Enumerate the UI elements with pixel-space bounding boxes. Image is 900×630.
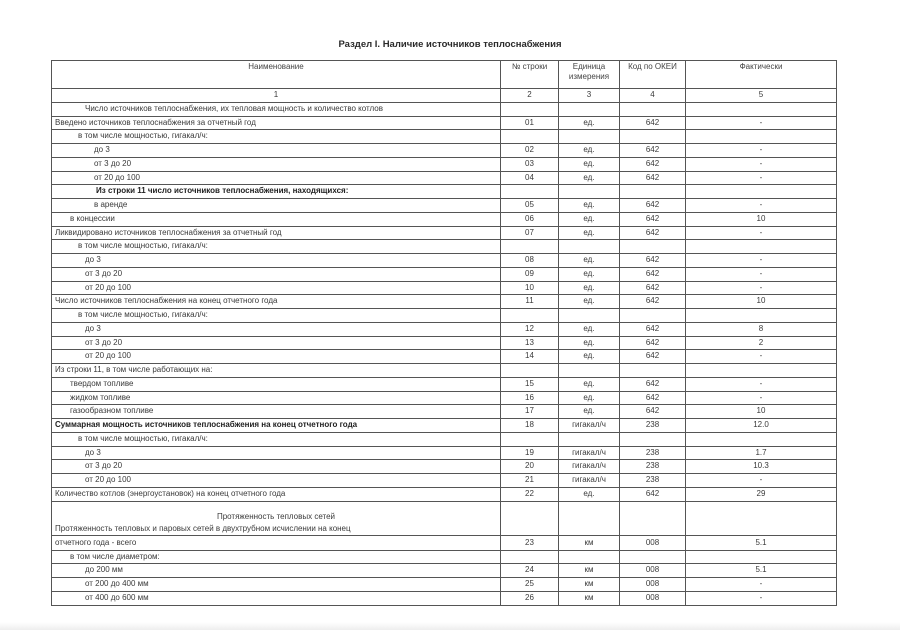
table-row bbox=[52, 199, 837, 213]
row-name: от 3 до 20 bbox=[52, 460, 501, 474]
scan-edge bbox=[0, 622, 900, 630]
row-name: от 200 до 400 мм bbox=[52, 578, 501, 592]
table-row bbox=[52, 171, 837, 185]
row-name: от 20 до 100 bbox=[52, 474, 501, 488]
row-no bbox=[501, 550, 559, 564]
row-unit bbox=[559, 432, 620, 446]
row-okei bbox=[620, 432, 686, 446]
table-row bbox=[52, 157, 837, 171]
row-okei: 008 bbox=[620, 578, 686, 592]
table-row bbox=[52, 144, 837, 158]
table-row bbox=[52, 267, 837, 281]
row-no: 03 bbox=[501, 157, 559, 171]
row-unit: км bbox=[559, 578, 620, 592]
row-name: отчетного года - всего bbox=[52, 535, 501, 550]
row-actual: 5.1 bbox=[686, 535, 837, 550]
row-name bbox=[52, 501, 501, 535]
row-no bbox=[501, 102, 559, 116]
row-actual bbox=[686, 550, 837, 564]
row-unit bbox=[559, 185, 620, 199]
row-no: 10 bbox=[501, 281, 559, 295]
table-row bbox=[52, 130, 837, 144]
row-okei bbox=[620, 501, 686, 535]
row-actual: - bbox=[686, 474, 837, 488]
row-name: до 3 bbox=[52, 254, 501, 268]
row-unit bbox=[559, 130, 620, 144]
row-no: 08 bbox=[501, 254, 559, 268]
row-okei: 238 bbox=[620, 419, 686, 433]
row-no: 16 bbox=[501, 391, 559, 405]
row-name: до 200 мм bbox=[52, 564, 501, 578]
row-no: 07 bbox=[501, 226, 559, 240]
header-number: 4 bbox=[620, 89, 686, 103]
row-actual: - bbox=[686, 578, 837, 592]
table-row bbox=[52, 432, 837, 446]
row-okei: 238 bbox=[620, 460, 686, 474]
row-actual: 29 bbox=[686, 487, 837, 501]
row-name: Число источников теплоснабжения на конец отчетного года bbox=[52, 295, 501, 309]
row-no bbox=[501, 432, 559, 446]
row-no bbox=[501, 364, 559, 378]
row-name: Ликвидировано источников теплоснабжения за отчетный год bbox=[52, 226, 501, 240]
row-no: 19 bbox=[501, 446, 559, 460]
row-actual: 10 bbox=[686, 295, 837, 309]
row-unit: ед. bbox=[559, 377, 620, 391]
row-unit: ед. bbox=[559, 295, 620, 309]
row-name: твердом топливе bbox=[52, 377, 501, 391]
row-name: от 20 до 100 bbox=[52, 281, 501, 295]
row-unit bbox=[559, 364, 620, 378]
row-no bbox=[501, 130, 559, 144]
row-no: 05 bbox=[501, 199, 559, 213]
table-row bbox=[52, 350, 837, 364]
row-name: газообразном топливе bbox=[52, 405, 501, 419]
row-okei: 642 bbox=[620, 157, 686, 171]
row-name-line: Протяженность тепловых и паровых сетей в двухтрубном исчислении на конец bbox=[55, 523, 351, 533]
row-no: 21 bbox=[501, 474, 559, 488]
row-okei bbox=[620, 309, 686, 323]
row-okei: 642 bbox=[620, 212, 686, 226]
table-row bbox=[52, 309, 837, 323]
header-okei: Код по ОКЕИ bbox=[620, 61, 686, 89]
header-actual: Фактически bbox=[686, 61, 837, 89]
row-no: 02 bbox=[501, 144, 559, 158]
row-okei: 238 bbox=[620, 446, 686, 460]
table-row bbox=[52, 254, 837, 268]
row-unit: км bbox=[559, 535, 620, 550]
row-actual: - bbox=[686, 254, 837, 268]
row-unit: ед. bbox=[559, 226, 620, 240]
row-actual: 8 bbox=[686, 322, 837, 336]
row-name: от 3 до 20 bbox=[52, 267, 501, 281]
row-okei bbox=[620, 130, 686, 144]
row-no: 11 bbox=[501, 295, 559, 309]
row-actual: - bbox=[686, 391, 837, 405]
row-name: Число источников теплоснабжения, их тепловая мощность и количество котлов bbox=[52, 102, 501, 116]
row-no: 17 bbox=[501, 405, 559, 419]
row-no: 22 bbox=[501, 487, 559, 501]
row-okei bbox=[620, 102, 686, 116]
row-okei: 642 bbox=[620, 405, 686, 419]
row-actual bbox=[686, 185, 837, 199]
row-unit: гигакал/ч bbox=[559, 474, 620, 488]
row-unit bbox=[559, 102, 620, 116]
row-name: до 3 bbox=[52, 446, 501, 460]
row-no: 14 bbox=[501, 350, 559, 364]
table-row bbox=[52, 185, 837, 199]
row-okei bbox=[620, 240, 686, 254]
table-row bbox=[52, 419, 837, 433]
row-no: 09 bbox=[501, 267, 559, 281]
table-row bbox=[52, 474, 837, 488]
row-no: 13 bbox=[501, 336, 559, 350]
table-row bbox=[52, 391, 837, 405]
row-name: жидком топливе bbox=[52, 391, 501, 405]
row-unit: гигакал/ч bbox=[559, 419, 620, 433]
table-row bbox=[52, 535, 837, 550]
row-no: 24 bbox=[501, 564, 559, 578]
row-unit: км bbox=[559, 591, 620, 605]
row-name: от 20 до 100 bbox=[52, 350, 501, 364]
row-unit: ед. bbox=[559, 199, 620, 213]
row-actual: - bbox=[686, 144, 837, 158]
table-row bbox=[52, 226, 837, 240]
row-unit: гигакал/ч bbox=[559, 460, 620, 474]
row-actual bbox=[686, 432, 837, 446]
row-actual bbox=[686, 364, 837, 378]
row-okei bbox=[620, 550, 686, 564]
header-row-no: № строки bbox=[501, 61, 559, 89]
row-okei: 642 bbox=[620, 171, 686, 185]
row-unit: ед. bbox=[559, 336, 620, 350]
row-name: до 3 bbox=[52, 322, 501, 336]
row-unit: ед. bbox=[559, 391, 620, 405]
row-no: 06 bbox=[501, 212, 559, 226]
row-actual: 1.7 bbox=[686, 446, 837, 460]
header-row bbox=[52, 61, 837, 89]
row-actual: 10 bbox=[686, 212, 837, 226]
row-okei: 642 bbox=[620, 487, 686, 501]
table-row bbox=[52, 295, 837, 309]
header-number: 3 bbox=[559, 89, 620, 103]
table-row bbox=[52, 578, 837, 592]
row-okei bbox=[620, 364, 686, 378]
row-subheading: Протяженность тепловых сетей bbox=[216, 511, 336, 521]
row-actual: - bbox=[686, 281, 837, 295]
row-actual bbox=[686, 309, 837, 323]
row-actual: - bbox=[686, 350, 837, 364]
row-name: Из строки 11, в том числе работающих на: bbox=[52, 364, 501, 378]
row-name: в концессии bbox=[52, 212, 501, 226]
row-name: в том числе мощностью, гигакал/ч: bbox=[52, 130, 501, 144]
row-actual: - bbox=[686, 226, 837, 240]
row-actual: - bbox=[686, 199, 837, 213]
row-okei: 238 bbox=[620, 474, 686, 488]
row-unit bbox=[559, 240, 620, 254]
row-okei: 008 bbox=[620, 535, 686, 550]
row-no bbox=[501, 309, 559, 323]
header-name: Наименование bbox=[52, 61, 501, 89]
table-row bbox=[52, 102, 837, 116]
row-name: в том числе мощностью, гигакал/ч: bbox=[52, 432, 501, 446]
section-title: Раздел I. Наличие источников теплоснабжения bbox=[338, 39, 562, 50]
row-no: 15 bbox=[501, 377, 559, 391]
row-no bbox=[501, 240, 559, 254]
row-name: Введено источников теплоснабжения за отчетный год bbox=[52, 116, 501, 130]
row-no bbox=[501, 501, 559, 535]
row-okei: 642 bbox=[620, 199, 686, 213]
row-unit bbox=[559, 501, 620, 535]
row-okei: 642 bbox=[620, 350, 686, 364]
header-number-row bbox=[52, 89, 837, 103]
table-row bbox=[52, 591, 837, 605]
row-no: 04 bbox=[501, 171, 559, 185]
row-name: Суммарная мощность источников теплоснабжения на конец отчетного года bbox=[52, 419, 501, 433]
row-okei: 642 bbox=[620, 281, 686, 295]
row-no: 12 bbox=[501, 322, 559, 336]
row-name: в том числе мощностью, гигакал/ч: bbox=[52, 240, 501, 254]
row-okei: 642 bbox=[620, 226, 686, 240]
row-okei: 642 bbox=[620, 144, 686, 158]
row-unit bbox=[559, 550, 620, 564]
row-actual: - bbox=[686, 267, 837, 281]
row-okei: 642 bbox=[620, 322, 686, 336]
table-row bbox=[52, 405, 837, 419]
row-name: в аренде bbox=[52, 199, 501, 213]
header-unit: Единица измерения bbox=[559, 61, 620, 89]
row-okei: 642 bbox=[620, 295, 686, 309]
row-name: от 20 до 100 bbox=[52, 171, 501, 185]
row-okei: 008 bbox=[620, 591, 686, 605]
row-no: 23 bbox=[501, 535, 559, 550]
row-unit: ед. bbox=[559, 281, 620, 295]
row-name: Количество котлов (энергоустановок) на конец отчетного года bbox=[52, 487, 501, 501]
row-actual bbox=[686, 240, 837, 254]
row-unit: ед. bbox=[559, 405, 620, 419]
row-okei: 008 bbox=[620, 564, 686, 578]
row-actual: 5.1 bbox=[686, 564, 837, 578]
row-no: 18 bbox=[501, 419, 559, 433]
table-row bbox=[52, 377, 837, 391]
table-row bbox=[52, 446, 837, 460]
table-row bbox=[52, 550, 837, 564]
row-no: 01 bbox=[501, 116, 559, 130]
row-name: до 3 bbox=[52, 144, 501, 158]
header-number: 5 bbox=[686, 89, 837, 103]
row-no: 20 bbox=[501, 460, 559, 474]
table-row bbox=[52, 212, 837, 226]
row-name: в том числе диаметром: bbox=[52, 550, 501, 564]
row-unit: ед. bbox=[559, 350, 620, 364]
row-unit: ед. bbox=[559, 157, 620, 171]
row-actual: - bbox=[686, 377, 837, 391]
heat-sources-table bbox=[51, 60, 837, 606]
row-actual: 2 bbox=[686, 336, 837, 350]
row-unit: ед. bbox=[559, 116, 620, 130]
row-actual: 10 bbox=[686, 405, 837, 419]
row-okei: 642 bbox=[620, 391, 686, 405]
row-unit: гигакал/ч bbox=[559, 446, 620, 460]
row-actual bbox=[686, 501, 837, 535]
row-unit: ед. bbox=[559, 212, 620, 226]
table-row bbox=[52, 364, 837, 378]
row-okei: 642 bbox=[620, 377, 686, 391]
row-unit: ед. bbox=[559, 254, 620, 268]
row-actual: - bbox=[686, 591, 837, 605]
table-row bbox=[52, 564, 837, 578]
row-name: от 3 до 20 bbox=[52, 336, 501, 350]
row-actual bbox=[686, 130, 837, 144]
row-actual: - bbox=[686, 157, 837, 171]
table-row bbox=[52, 116, 837, 130]
row-no bbox=[501, 185, 559, 199]
row-actual: - bbox=[686, 171, 837, 185]
table-row bbox=[52, 322, 837, 336]
row-no: 26 bbox=[501, 591, 559, 605]
row-name: в том числе мощностью, гигакал/ч: bbox=[52, 309, 501, 323]
table-row bbox=[52, 501, 837, 535]
row-unit: км bbox=[559, 564, 620, 578]
header-number: 2 bbox=[501, 89, 559, 103]
header-number: 1 bbox=[52, 89, 501, 103]
row-okei: 642 bbox=[620, 116, 686, 130]
table-row bbox=[52, 336, 837, 350]
table-row bbox=[52, 281, 837, 295]
row-actual: 10.3 bbox=[686, 460, 837, 474]
row-unit: ед. bbox=[559, 322, 620, 336]
row-actual bbox=[686, 102, 837, 116]
row-unit: ед. bbox=[559, 267, 620, 281]
table-row bbox=[52, 460, 837, 474]
row-name: от 400 до 600 мм bbox=[52, 591, 501, 605]
row-unit: ед. bbox=[559, 171, 620, 185]
row-okei: 642 bbox=[620, 336, 686, 350]
row-okei: 642 bbox=[620, 267, 686, 281]
row-unit: ед. bbox=[559, 144, 620, 158]
row-no: 25 bbox=[501, 578, 559, 592]
row-okei bbox=[620, 185, 686, 199]
row-okei: 642 bbox=[620, 254, 686, 268]
row-name: от 3 до 20 bbox=[52, 157, 501, 171]
row-actual: 12.0 bbox=[686, 419, 837, 433]
row-unit bbox=[559, 309, 620, 323]
row-name: Из строки 11 число источников теплоснабжения, находящихся: bbox=[52, 185, 501, 199]
row-unit: ед. bbox=[559, 487, 620, 501]
row-actual: - bbox=[686, 116, 837, 130]
table-row bbox=[52, 487, 837, 501]
table-row bbox=[52, 240, 837, 254]
